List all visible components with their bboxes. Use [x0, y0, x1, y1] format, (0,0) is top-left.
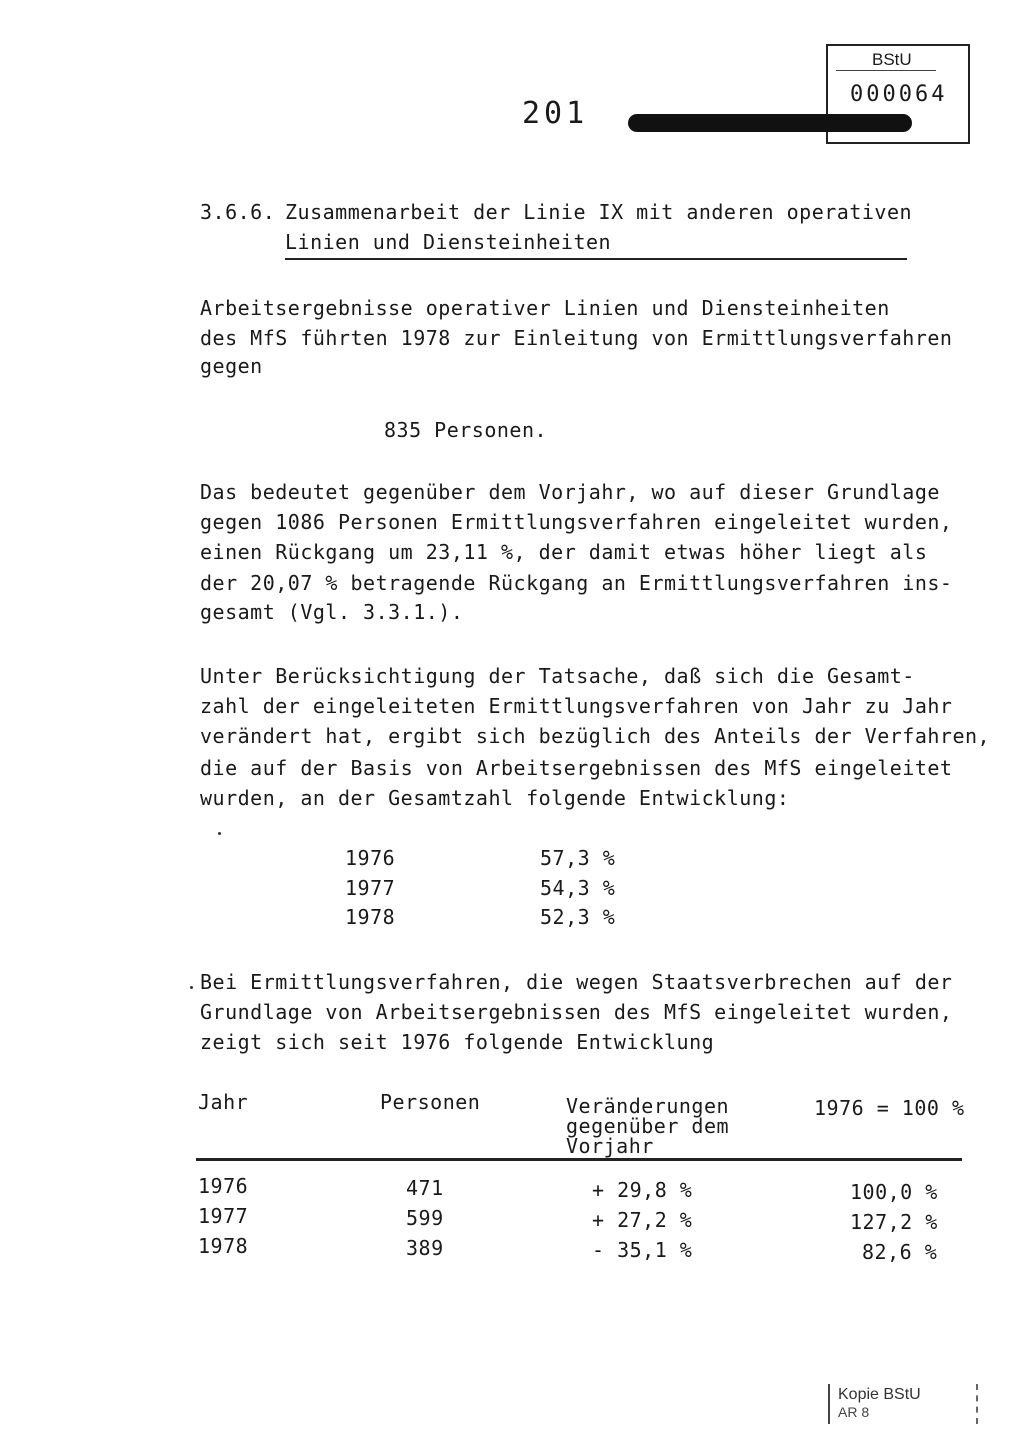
persons-count: 835 Personen.	[384, 418, 548, 442]
paragraph2-line: Das bedeutet gegenüber dem Vorjahr, wo auf dieser Grundlage	[200, 480, 940, 504]
paragraph2-line: gegen 1086 Personen Ermittlungsverfahren eingeleitet wurden,	[200, 510, 953, 534]
table-cell-year: 1976	[198, 1174, 249, 1198]
paragraph2-line: einen Rückgang um 23,11 %, der damit etwas höher liegt als	[200, 540, 928, 564]
table-header-change: gegenüber dem	[566, 1114, 730, 1138]
table-header-index: 1976 = 100 %	[814, 1096, 965, 1120]
stamp-label: BStU	[872, 50, 912, 69]
table-cell-index: 127,2 %	[850, 1210, 938, 1234]
table-cell-persons: 389	[406, 1236, 444, 1260]
section-title-line2: Linien und Diensteinheiten	[285, 230, 612, 254]
paragraph2-line: gesamt (Vgl. 3.3.1.).	[200, 600, 464, 624]
table-cell-year: 1978	[198, 1234, 249, 1258]
paragraph4-line: zeigt sich seit 1976 folgende Entwicklung	[200, 1030, 715, 1054]
paragraph3-line: die auf der Basis von Arbeitsergebnissen des MfS eingeleitet	[200, 756, 953, 780]
table-cell-index: 82,6 %	[862, 1240, 938, 1264]
share-year: 1978	[345, 905, 396, 929]
paragraph3-line: zahl der eingeleiteten Ermittlungsverfahren von Jahr zu Jahr	[200, 694, 953, 718]
paragraph3-line: wurden, an der Gesamtzahl folgende Entwicklung:	[200, 786, 790, 810]
share-year: 1977	[345, 876, 396, 900]
section-title-underline	[285, 258, 907, 260]
stamp-number: 000064	[850, 82, 948, 107]
paragraph4-line: Grundlage von Arbeitsergebnissen des MfS eingeleitet wurden,	[200, 1000, 953, 1024]
table-cell-change: + 29,8 %	[592, 1178, 693, 1202]
share-year: 1976	[345, 846, 396, 870]
share-value: 57,3 %	[540, 846, 616, 870]
section-title-line1: Zusammenarbeit der Linie IX mit anderen operativen	[285, 200, 913, 224]
paragraph1-line: des MfS führten 1978 zur Einleitung von Ermittlungsverfahren	[200, 326, 953, 350]
table-cell-change: + 27,2 %	[592, 1208, 693, 1232]
table-header-year: Jahr	[198, 1090, 249, 1114]
redaction-bar	[628, 114, 912, 132]
ink-speck	[190, 986, 193, 989]
paragraph3-line: verändert hat, ergibt sich bezüglich des Anteils der Verfahren,	[200, 724, 991, 748]
table-cell-change: - 35,1 %	[592, 1238, 693, 1262]
table-cell-persons: 471	[406, 1176, 444, 1200]
paragraph3-line: Unter Berücksichtigung der Tatsache, daß sich die Gesamt-	[200, 664, 915, 688]
copy-stamp-label: Kopie BStU	[838, 1386, 921, 1403]
table-header-persons: Personen	[380, 1090, 481, 1114]
share-value: 52,3 %	[540, 905, 616, 929]
paragraph1-line: gegen	[200, 354, 263, 378]
page-number: 201	[522, 96, 589, 131]
table-header-rule	[196, 1158, 962, 1161]
paragraph4-line: Bei Ermittlungsverfahren, die wegen Staatsverbrechen auf der	[200, 970, 953, 994]
paragraph2-line: der 20,07 % betragende Rückgang an Ermittlungsverfahren ins-	[200, 571, 953, 595]
stamp-divider	[836, 70, 936, 71]
table-header-change: Vorjahr	[566, 1134, 654, 1158]
table-cell-index: 100,0 %	[850, 1180, 938, 1204]
ink-speck	[218, 832, 221, 835]
table-cell-year: 1977	[198, 1204, 249, 1228]
section-number: 3.6.6.	[200, 200, 276, 224]
copy-stamp-code: AR 8	[838, 1404, 870, 1420]
table-header-change: Veränderungen	[566, 1094, 730, 1118]
paragraph1-line: Arbeitsergebnisse operativer Linien und Diensteinheiten	[200, 296, 890, 320]
table-cell-persons: 599	[406, 1206, 444, 1230]
share-value: 54,3 %	[540, 876, 616, 900]
